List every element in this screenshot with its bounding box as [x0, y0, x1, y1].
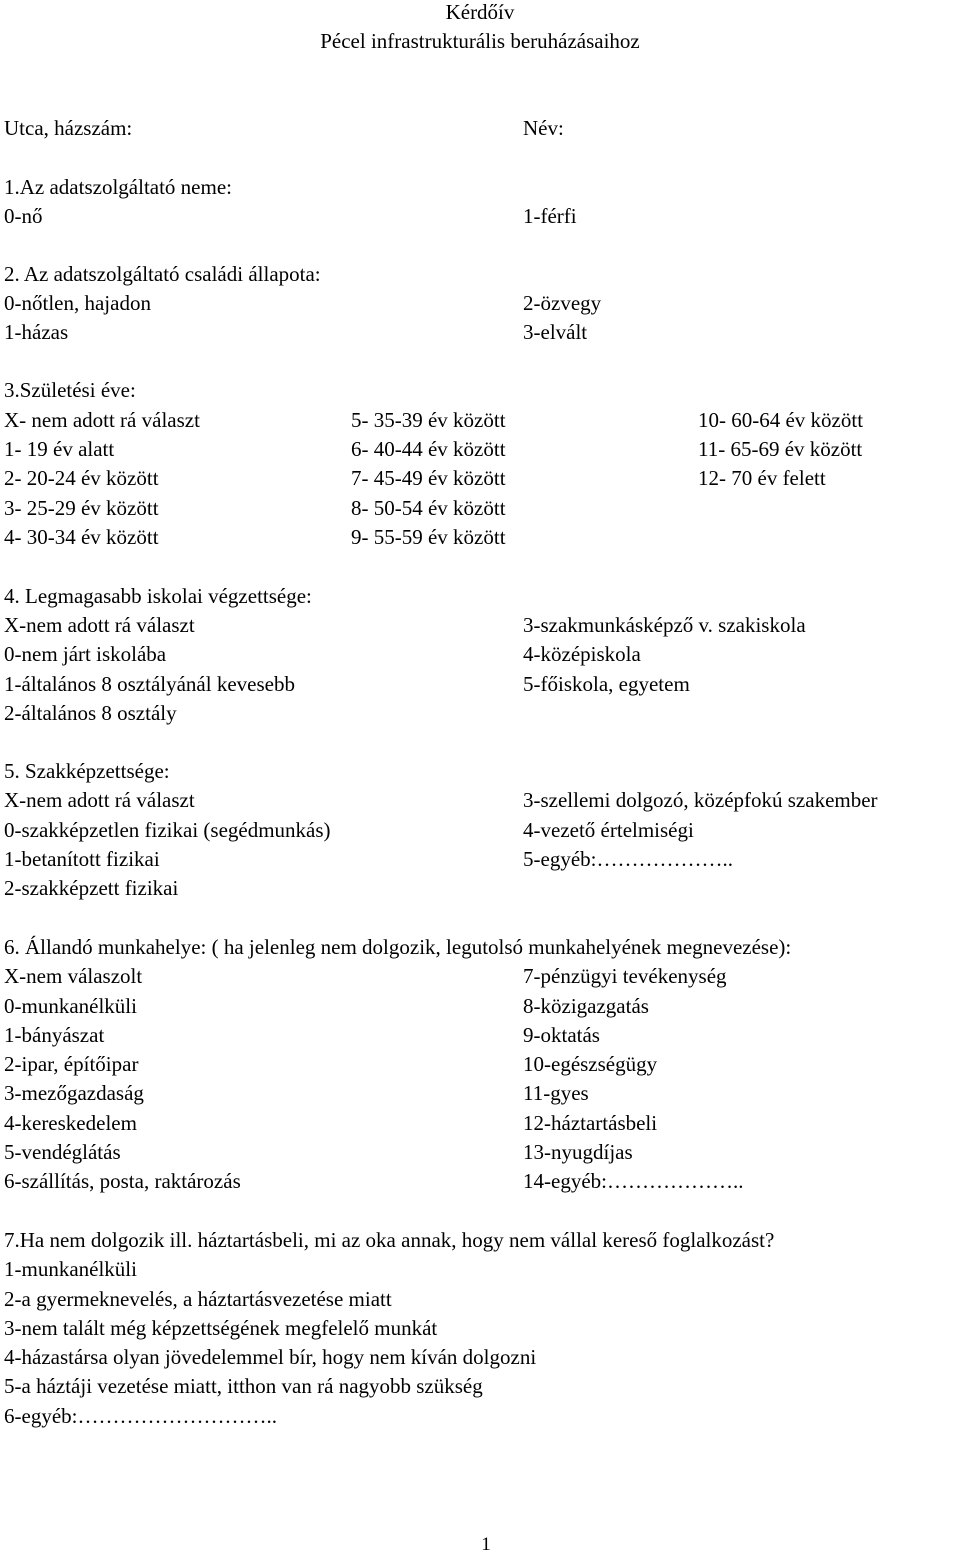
- q6-option: 5-vendéglátás: [4, 1140, 121, 1164]
- q4-option: 5-főiskola, egyetem: [523, 672, 690, 696]
- q6-option: 10-egészségügy: [523, 1052, 658, 1076]
- q3-heading: 3.Születési éve:: [4, 378, 136, 402]
- q4-heading: 4. Legmagasabb iskolai végzettsége:: [4, 584, 312, 608]
- name-label: Név:: [523, 116, 564, 140]
- q5-option: 5-egyéb:………………..: [523, 847, 733, 871]
- q4-option: 4-középiskola: [523, 642, 641, 666]
- q4-option: 1-általános 8 osztályánál kevesebb: [4, 672, 295, 696]
- q7-option: 2-a gyermeknevelés, a háztartásvezetése miatt: [4, 1287, 392, 1311]
- q3-option: 4- 30-34 év között: [4, 525, 159, 549]
- page-number: 1: [481, 1534, 491, 1555]
- q3-option: 11- 65-69 év között: [698, 437, 863, 461]
- q4-option: 2-általános 8 osztály: [4, 701, 177, 725]
- q7-option: 4-házastársa olyan jövedelemmel bír, hogy nem kíván dolgozni: [4, 1345, 537, 1369]
- q2-option: 2-özvegy: [523, 291, 602, 315]
- q1-heading: 1.Az adatszolgáltató neme:: [4, 175, 232, 199]
- q6-option: X-nem válaszolt: [4, 964, 143, 988]
- q5-option: 1-betanított fizikai: [4, 847, 160, 871]
- q6-option: 8-közigazgatás: [523, 994, 649, 1018]
- q5-heading: 5. Szakképzettsége:: [4, 759, 170, 783]
- q4-option: X-nem adott rá választ: [4, 613, 195, 637]
- q7-option: 6-egyéb:………………………..: [4, 1404, 277, 1428]
- q6-option: 11-gyes: [523, 1081, 589, 1105]
- q5-option: X-nem adott rá választ: [4, 788, 195, 812]
- q6-option: 6-szállítás, posta, raktározás: [4, 1169, 241, 1193]
- q1-option: 1-férfi: [523, 204, 577, 228]
- q2-heading: 2. Az adatszolgáltató családi állapota:: [4, 262, 321, 286]
- q3-option: 3- 25-29 év között: [4, 496, 159, 520]
- q7-option: 3-nem talált még képzettségének megfelelő munkát: [4, 1316, 438, 1340]
- q3-option: 6- 40-44 év között: [351, 437, 506, 461]
- q3-option: 10- 60-64 év között: [698, 408, 864, 432]
- q7-option: 5-a háztáji vezetése miatt, itthon van rá nagyobb szükség: [4, 1374, 483, 1398]
- q4-option: 0-nem járt iskolába: [4, 642, 167, 666]
- address-label: Utca, házszám:: [4, 116, 133, 140]
- q6-option: 0-munkanélküli: [4, 994, 137, 1018]
- q6-option: 3-mezőgazdaság: [4, 1081, 144, 1105]
- q4-option: 3-szakmunkásképző v. szakiskola: [523, 613, 806, 637]
- q6-heading: 6. Állandó munkahelye: ( ha jelenleg nem dolgozik, legutolsó munkahelyének megnevezése):: [4, 935, 792, 959]
- q2-option: 3-elvált: [523, 320, 588, 344]
- q2-option: 0-nőtlen, hajadon: [4, 291, 151, 315]
- q3-option: 9- 55-59 év között: [351, 525, 506, 549]
- q3-option: 7- 45-49 év között: [351, 466, 506, 490]
- q5-option: 3-szellemi dolgozó, középfokú szakember: [523, 788, 878, 812]
- q6-option: 12-háztartásbeli: [523, 1111, 658, 1135]
- q6-option: 9-oktatás: [523, 1023, 600, 1047]
- q3-option: 5- 35-39 év között: [351, 408, 506, 432]
- q1-option: 0-nő: [4, 204, 43, 228]
- q6-option: 4-kereskedelem: [4, 1111, 137, 1135]
- q6-option: 7-pénzügyi tevékenység: [523, 964, 727, 988]
- q5-option: 0-szakképzetlen fizikai (segédmunkás): [4, 818, 331, 842]
- q6-option: 14-egyéb:………………..: [523, 1169, 744, 1193]
- q6-option: 13-nyugdíjas: [523, 1140, 633, 1164]
- q3-option: 12- 70 év felett: [698, 466, 826, 490]
- q6-option: 2-ipar, építőipar: [4, 1052, 139, 1076]
- q3-option: 1- 19 év alatt: [4, 437, 115, 461]
- document-subtitle: Pécel infrastrukturális beruházásaihoz: [320, 29, 640, 53]
- q7-heading: 7.Ha nem dolgozik ill. háztartásbeli, mi az oka annak, hogy nem vállal kereső foglalkozást?: [4, 1228, 775, 1252]
- q3-option: 8- 50-54 év között: [351, 496, 506, 520]
- q3-option: X- nem adott rá választ: [4, 408, 200, 432]
- document-title: Kérdőív: [445, 0, 515, 24]
- q7-option: 1-munkanélküli: [4, 1257, 137, 1281]
- q3-option: 2- 20-24 év között: [4, 466, 159, 490]
- q5-option: 2-szakképzett fizikai: [4, 876, 179, 900]
- q5-option: 4-vezető értelmiségi: [523, 818, 694, 842]
- q2-option: 1-házas: [4, 320, 69, 344]
- q6-option: 1-bányászat: [4, 1023, 105, 1047]
